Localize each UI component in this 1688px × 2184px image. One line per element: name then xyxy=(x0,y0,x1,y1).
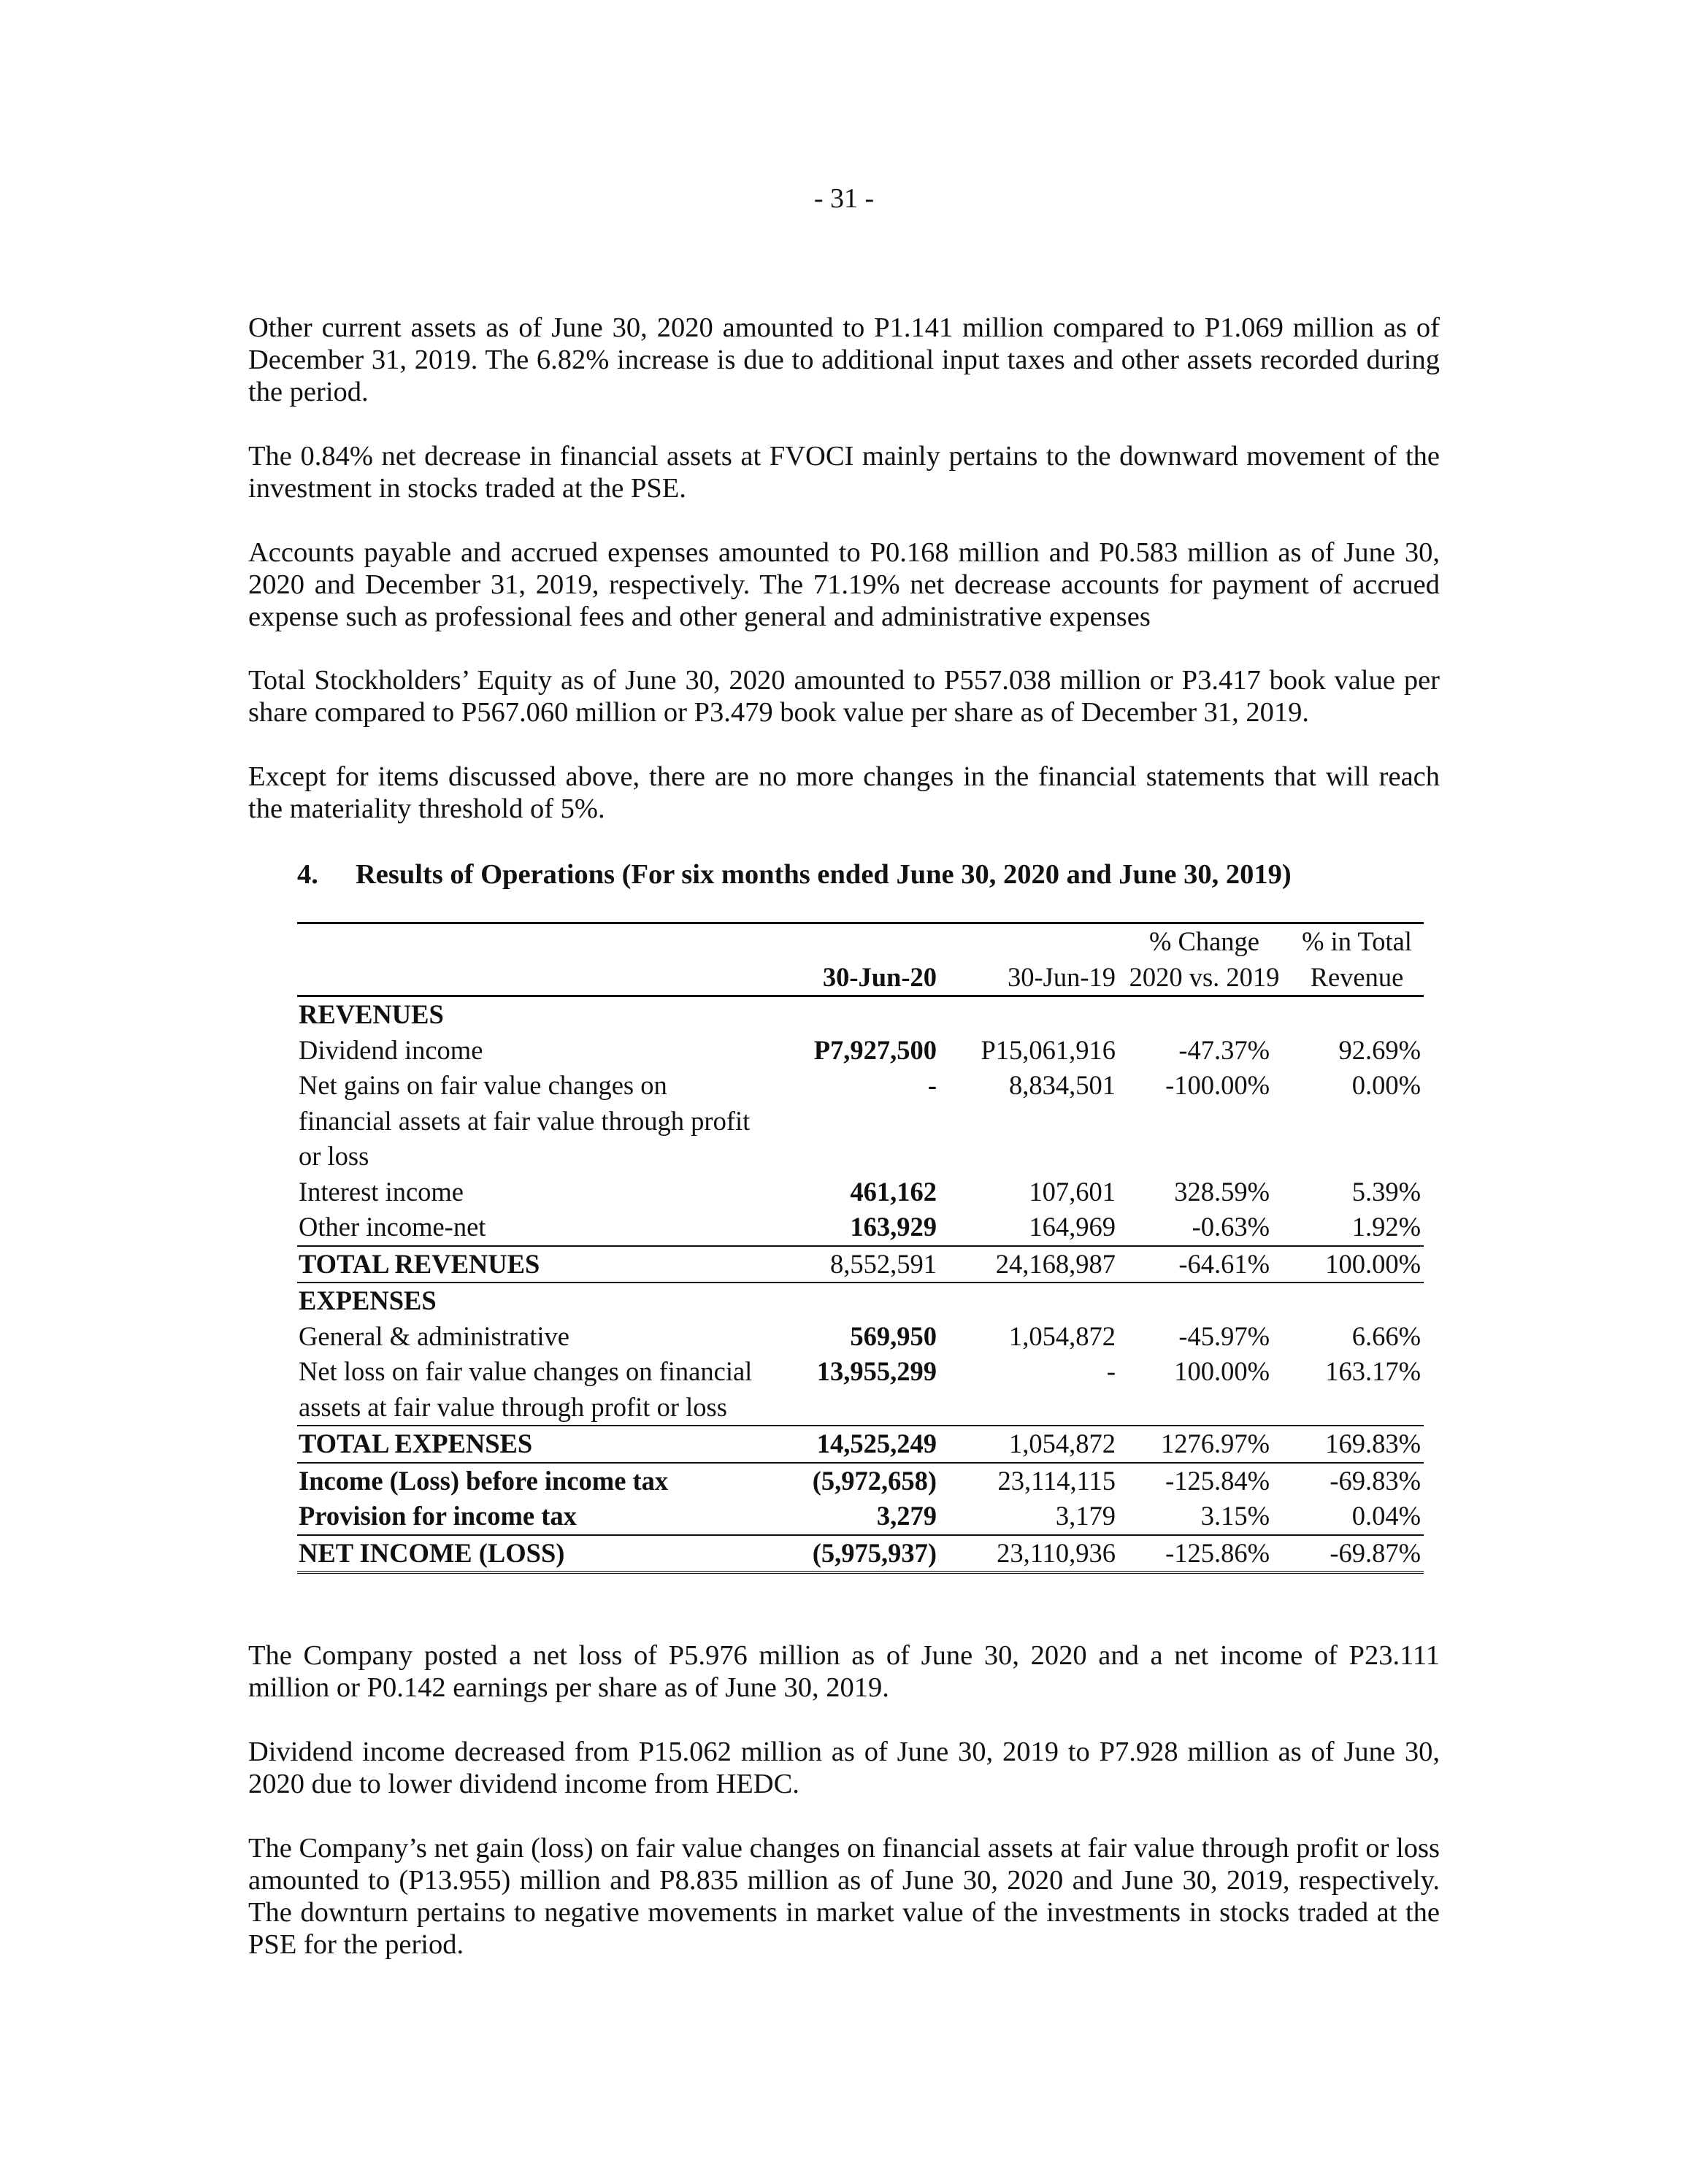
provision-row: Provision for income tax 3,279 3,179 3.15% 0.04% xyxy=(297,1499,1424,1535)
table-header-row-1 xyxy=(297,923,1424,960)
table-row: Dividend income P7,927,500 P15,061,916 -47.37% 92.69% xyxy=(299,1034,1421,1065)
revenues-label: REVENUES xyxy=(299,999,444,1029)
header-pct-change-line1: % Change xyxy=(1119,923,1290,960)
header-pct-total-line1: % in Total xyxy=(1290,923,1424,960)
section-number: 4. xyxy=(297,859,318,890)
paragraph-net-loss: The Company posted a net loss of P5.976 million as of June 30, 2020 and a net income of P23.111 million or P0.142 earnings per share as of June 30, 2019. xyxy=(248,1640,1440,1703)
table-row: Other income-net 163,929 164,969 -0.63% 1.92% xyxy=(299,1212,1421,1242)
section-title: Results of Operations (For six months ended June 30, 2020 and June 30, 2019) xyxy=(356,859,1292,890)
header-pct-change-line2: 2020 vs. 2019 xyxy=(1119,960,1290,996)
page-number: - 31 - xyxy=(813,183,875,214)
header-30-jun-19: 30-Jun-19 xyxy=(940,960,1119,996)
paragraph-fair-value: The Company’s net gain (loss) on fair value changes on financial assets at fair value through profit or loss amounted to (P13.955) million and P8.835 million as of June 30, 2020 and June 30, 2019, respectively. The downturn pertains to negative movements in market value of the investments in stocks traded at the PSE for the period. xyxy=(248,1833,1440,1960)
results-of-operations-table xyxy=(297,922,1424,1574)
income-before-tax-row: Income (Loss) before income tax (5,972,658) 23,114,115 -125.84% -69.83% xyxy=(297,1463,1424,1499)
table-row: General & administrative 569,950 1,054,872 -45.97% 6.66% xyxy=(299,1320,1421,1351)
table-header-row-2 xyxy=(297,960,1424,996)
paragraph-dividend-income: Dividend income decreased from P15.062 million as of June 30, 2019 to P7.928 million as of June 30, 2020 due to lower dividend income from HEDC. xyxy=(248,1737,1440,1799)
table-row: Net loss on fair value changes on financial assets at fair value through profit or loss 13,955,299 - 100.00% 163.17% xyxy=(299,1356,1421,1422)
paragraph-accounts-payable: Accounts payable and accrued expenses amounted to P0.168 million and P0.583 million as of June 30, 2020 and December 31, 2019, respectively. The 71.19% net decrease accounts for payment of accrued expense such as professional fees and other general and administrative expenses xyxy=(248,537,1440,632)
expenses-label: EXPENSES xyxy=(299,1285,437,1315)
total-expenses-row: TOTAL EXPENSES 14,525,249 1,054,872 1276.97% 169.83% xyxy=(297,1426,1424,1463)
table-row: Net gains on fair value changes on financial assets at fair value through profit or loss - 8,834,501 -100.00% 0.00% xyxy=(299,1070,1421,1171)
paragraph-other-current-assets: Other current assets as of June 30, 2020 amounted to P1.141 million compared to P1.069 million as of December 31, 2019. The 6.82% increase is due to additional input taxes and other assets recorded during the period. xyxy=(248,312,1440,407)
header-30-jun-20: 30-Jun-20 xyxy=(764,960,940,996)
table-row: Interest income 461,162 107,601 328.59% 5.39% xyxy=(299,1176,1421,1207)
paragraph-fvoci: The 0.84% net decrease in financial assets at FVOCI mainly pertains to the downward movement of the investment in stocks traded at the PSE. xyxy=(248,441,1440,504)
net-income-row: NET INCOME (LOSS) (5,975,937) 23,110,936 -125.86% -69.87% xyxy=(297,1535,1424,1573)
paragraph-stockholders-equity: Total Stockholders’ Equity as of June 30, 2020 amounted to P557.038 million or P3.417 book value per share compared to P567.060 million or P3.479 book value per share as of December 31, 2019. xyxy=(248,665,1440,728)
expenses-section-row xyxy=(297,1283,1424,1319)
total-revenues-row: TOTAL REVENUES 8,552,591 24,168,987 -64.61% 100.00% xyxy=(297,1246,1424,1283)
revenues-section-row xyxy=(297,996,1424,1033)
section-heading xyxy=(297,858,1292,891)
header-pct-total-line2: Revenue xyxy=(1290,960,1424,996)
paragraph-materiality: Except for items discussed above, there are no more changes in the financial statements that will reach the materiality threshold of 5%. xyxy=(248,761,1440,824)
